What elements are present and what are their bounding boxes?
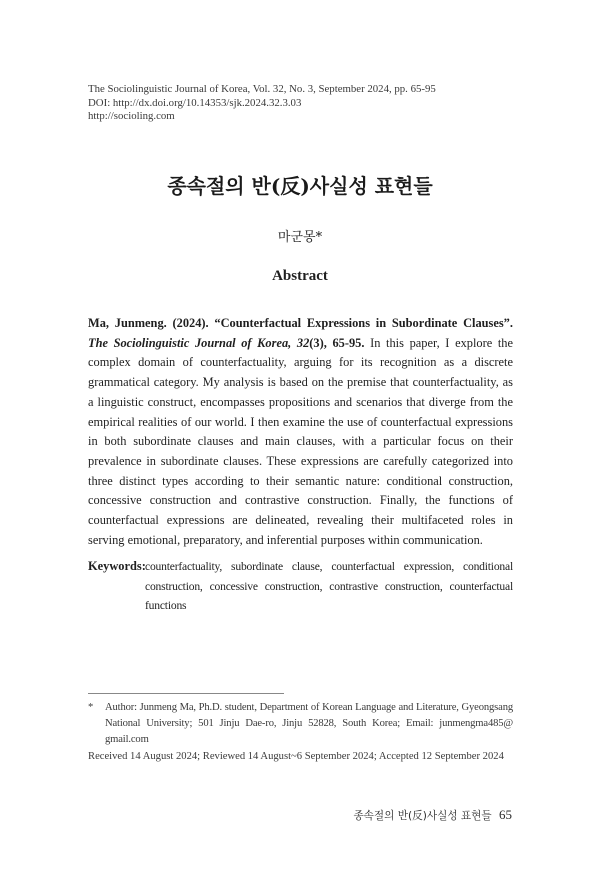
journal-citation-line: The Sociolinguistic Journal of Korea, Vol. 32, No. 3, September 2024, pp. 65-95: [88, 83, 436, 95]
paper-title: 종속절의 반(反)사실성 표현들: [167, 174, 433, 198]
keywords-label: Keywords:: [88, 559, 146, 573]
footnote: [88, 700, 513, 765]
keywords-block: [88, 557, 513, 616]
footnote-mark: *: [88, 702, 94, 713]
journal-url[interactable]: http://socioling.com: [88, 110, 175, 123]
citation-issue-pages: (3), 65-95.: [309, 335, 365, 350]
doi-line[interactable]: DOI: http://dx.doi.org/10.14353/sjk.2024.32.3.03: [88, 96, 302, 109]
running-footer: [353, 807, 512, 823]
citation-author-year: Ma, Junmeng. (2024).: [88, 316, 215, 330]
footnote-author-info: Author: Junmeng Ma, Ph.D. student, Department of Korean Language and Literature, Gyeongsang National University; 501 Jinju Dae-ro, Jinju 52828, South Korea; Email: junmengma485@ gmail.com: [105, 702, 513, 746]
citation-title: “Counterfactual Expressions in Subordinate Clauses”.: [214, 316, 513, 330]
journal-header: [88, 83, 436, 124]
footnote-divider: [88, 693, 284, 694]
page-number: 65: [499, 807, 512, 822]
citation-journal: The Sociolinguistic Journal of Korea,: [88, 335, 297, 350]
abstract-heading: Abstract: [272, 268, 328, 284]
abstract-body: [88, 314, 513, 550]
received-dates: Received 14 August 2024; Reviewed 14 August~6 September 2024; Accepted 12 September 2024: [88, 750, 504, 762]
citation-volume: 32: [296, 335, 310, 350]
running-title: 종속절의 반(反)사실성 표현들: [353, 810, 492, 822]
abstract-text: In this paper, I explore the complex domain of counterfactuality, arguing for its recognition as a discrete grammatical category. My analysis is based on the premise that counterfactuality, as a linguistic construct, encompasses propositions and scenarios that diverge from the empirical realities of our world. I then examine the use of counterfactual expressions in both subordinate clauses and main clauses, with a particular focus on their prevalence in subordinate clauses. These expressions are carefully categorized into three distinct types according to their semantic nature: conditional construction, concessive construction and contrastive construction. Finally, the functions of counterfactual expressions are delineated, revealing their multifaceted roles in serving emotional, preparatory, and inferential purposes within communication.: [88, 335, 513, 547]
paper-author: 마군몽*: [277, 230, 323, 245]
keywords-text: counterfactuality, subordinate clause, counterfactual expression, conditional construction, concessive construction, contrastive construction, counterfactual functions: [145, 560, 513, 613]
